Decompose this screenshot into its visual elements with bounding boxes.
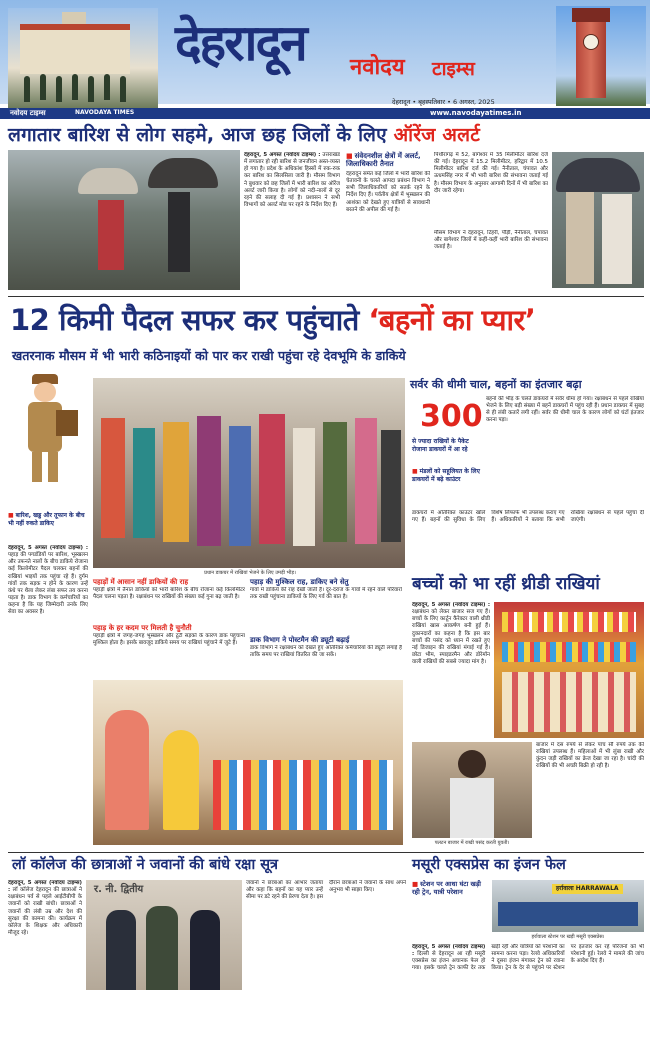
rakhi-subhead: खतरनाक मौसम में भी भारी कठिनाइयों को पार कर राखी पहुंचा रहे देवभूमि के डाकिये — [12, 348, 406, 363]
post-office-photo — [93, 378, 405, 568]
mussoorie-box-head: ■ स्टेशन पर आधा घंटा खड़ी रही ट्रेन, यात्री परेशान — [412, 880, 488, 897]
mussoorie-col-a-text: दिल्ली से देहरादून आ रही मसूरी एक्सप्रेस का इंजन अचानक फेल हो गया। इसके चलते ट्रेन काफी देर तक खड़ी रही और यात्रियों को परेशानी का सामना करना पड़ा। रेलवे अधिकारियों ने दूसरा इंजन मंगाकर ट्रेन को रवाना किया। — [412, 944, 565, 972]
mussoorie-box — [412, 880, 488, 938]
postman-cartoon — [8, 370, 88, 490]
kids-headline: बच्चों को भा रहीं थ्रीडी राखियां — [412, 574, 600, 594]
masthead-dateline: देहरादून • बृहस्पतिवार • 6 अगस्त, 2025 — [392, 98, 495, 106]
rakhi-box4 — [250, 636, 402, 676]
station-board: हर्रावाला HARRAWALA — [552, 884, 623, 894]
kids-dateline: देहरादून, 5 अगस्त (नवोदय टाइम्स) : — [412, 602, 490, 608]
lead-dateline: देहरादून, 5 अगस्त (नवोदय टाइम्स) : — [244, 152, 321, 158]
rakhi-bullet: ■ मंडलों को सहूलियत के लिए डाकघरों में बढ़े काउंटर — [412, 468, 484, 484]
rakhi-box4-body: डाक विभाग ने रक्षाबंधन को देखते हुए अतिरिक्त कर्मचारियों की ड्यूटी लगाई है ताकि समय पर राखियां वितरित की जा सकें। — [250, 644, 402, 658]
kids-col-b: बाजार में दस रुपये से लेकर पांच सौ रुपये तक की राखियां उपलब्ध हैं। महिलाओं में भी लुंबा राखी और कुंदन जड़ी राखियों का क्रेज देखा जा रहा है। चांदी की राखियों की भी अच्छी बिक्री हो रही है। — [536, 742, 644, 770]
cadets — [20, 74, 140, 104]
rakhi-box1 — [93, 578, 245, 622]
divider — [8, 296, 644, 297]
rain-photo-left — [8, 150, 240, 290]
rakhi-dateline: देहरादून, 5 अगस्त (नवोदय टाइम्स) : — [8, 545, 88, 551]
rakhi-box3-head: पहाड़ की मुश्किल राह, डाकिए बने सेतु — [250, 578, 349, 586]
rakhi-shop-photo — [93, 680, 403, 845]
rakhi-box4-head: डाक विभाग ने पोस्टमैन की ड्यूटी बढ़ाई — [250, 636, 350, 644]
lawcollege-col-a-text: लॉ कॉलेज देहरादून की छात्राओं ने रक्षाबंधन पर्व से पहले आईटीबीपी के जवानों को राखी बांधी। छात्राओं ने जवानों की लंबी उम्र और देश की सुरक्षा की कामना की। कार्यक्रम में कॉलेज के शिक्षक और अधिकारी मौजूद रहे। — [8, 887, 82, 936]
lead-col3: पिथौरागढ़ में 52, बागेश्वर में 35 मिलीमीटर बारिश दर्ज की गई। देहरादून में 15.2 मिलीमीटर, हरिद्वार में 10.5 मिलीमीटर बारिश दर्ज की गई। नैनीताल, चंपावत और ऊधमसिंह नगर में भी भारी बारिश की संभावना जताई गई है। मौसम विभाग के अनुसार आगामी दिनों में भी बारिश का दौर जारी रहेगा। — [434, 152, 548, 194]
rakhi-stat-caption: से ज्यादा राखियों के पैकेट रोजाना डाकघरों में आ रहे — [412, 438, 469, 453]
rakhi-col-b: डाकघरों में अतिरिक्त काउंटर खोले गए हैं। बहनों की सुविधा के लिए विशेष लिफाफे भी उपलब्ध कराए गए हैं। अधिकारियों ने बताया कि सभी राखियां रक्षाबंधन से पहले पहुंचा दी जाएंगी। — [412, 510, 644, 524]
lawcollege-headline: लॉ कॉलेज की छात्राओं ने जवानों की बांधे रक्षा सूत्र — [12, 857, 279, 873]
rakhi-box1-body: पहाड़ी क्षेत्रों में तैनात डाकियों को भारी बारिश के बीच रोजाना कई किलोमीटर पैदल चलना पड़ता है। रक्षाबंधन पर राखियों की संख्या कई गुना बढ़ जाती है। — [93, 586, 245, 600]
rakhi-box2-head: पहाड़ के हर कदम पर मिलती है चुनौती — [93, 624, 192, 632]
rakhi-side-head: सर्वर की धीमी चाल, बहनों का इंतजार बढ़ा — [410, 378, 582, 391]
building — [20, 24, 130, 74]
rakhi-headline — [10, 302, 535, 338]
kids-col-a-text: रक्षाबंधन को लेकर बाजार सज गए हैं। बच्चों के लिए कार्टून कैरेक्टर वाली थ्रीडी राखियां खास आकर्षण बनी हुई हैं। दुकानदारों का कहना है कि इस बार बच्चों की पसंद को ध्यान में रखते हुए नई डिजाइन की राखियां मंगाई गई हैं। छोटा भीम, स्पाइडरमैन और डोरेमॉन वाली राखियों की सबसे ज्यादा मांग है। — [412, 609, 490, 665]
masthead-strip — [0, 108, 650, 119]
clock-icon — [583, 34, 599, 50]
mussoorie-col-b: ट्रेन के देर से पहुंचने पर स्टेशन पर इंतजार कर रहे परिजनों को भी परेशानी हुई। रेलवे ने मामले की जांच के आदेश दिए हैं। — [505, 944, 644, 972]
rakhi-col-a-text: पहाड़ की पगडंडियों पर बारिश, भूस्खलन और उफनते नालों के बीच डाकिये रोजाना कई किलोमीटर पैदल चलकर बहनों की राखियां भाइयों तक पहुंचा रहे हैं। दुर्गम गांवों तक सड़क न होने के कारण उन्हें कंधे पर थैला लेकर लंबा सफर तय करना पड़ता है। डाक विभाग के कर्मचारियों का कहना है कि यह जिम्मेदारी उनके लिए सेवा का अवसर है। — [8, 552, 88, 616]
rakhi-col-a — [8, 545, 88, 845]
cartoon-caption: ■ बारिश, खड्ड और तूफान के बीच भी नहीं रुकते डाकिए — [8, 512, 90, 528]
kids-col-a — [412, 602, 490, 738]
photo-sign: र. नी. द्वितीय — [94, 884, 144, 895]
post-office-caption: प्रधान डाकघर में राखियां भेजने के लिए उमड़ी भीड़। — [204, 570, 296, 576]
masthead-city: देहरादून — [175, 13, 306, 72]
girl-photo — [412, 742, 532, 838]
masthead-brand-a: नवोदय — [350, 55, 405, 80]
rakhi-box1-head: पहाड़ों में आसान नहीं डाकियों की राह — [93, 578, 189, 586]
rakhi-box3 — [250, 578, 402, 634]
strip-brand: नवोदय टाइम्स — [10, 109, 46, 117]
lead-headline-a: लगातार बारिश से लोग सहमे, आज छह जिलों के लिए — [8, 124, 387, 146]
clock-tower — [576, 12, 606, 98]
lead-col2: देहरादून समेत कई जिलों में भारी बारिश की चेतावनी के चलते आपदा प्रबंधन विभाग ने सभी जिलाधिकारियों को सतर्क रहने के निर्देश दिए हैं। पर्वतीय क्षेत्रों में भूस्खलन की आशंका को देखते हुए यात्रियों से सावधानी बरतने की अपील की गई है। — [346, 171, 430, 213]
divider — [8, 852, 644, 853]
lead-col2-wrap — [346, 152, 430, 288]
train-photo-caption: हर्रावाला स्टेशन पर खड़ी मसूरी एक्सप्रेस। — [531, 934, 605, 940]
mussoorie-col-a — [412, 944, 644, 1036]
lawcollege-photo — [86, 880, 242, 990]
lead-headline — [8, 124, 644, 148]
rakhi-side-body: बहनों की भीड़ के चलते डाकघरों में सर्वर धीमा हो गया। रक्षाबंधन से पहले राखियां भेजने के लिए बड़ी संख्या में बहनें डाकघरों में पहुंच रही हैं। प्रधान डाकघर में सुबह से ही लंबी कतारें लगी रहीं। सर्वर की धीमी चाल के कारण लोगों को घंटों इंतजार करना पड़ा। — [486, 396, 644, 424]
rain-photo-right — [552, 152, 644, 288]
lawcollege-col-a — [8, 880, 82, 1036]
rakhi-headline-a: 12 किमी पैदल सफर कर पहुंचाते — [10, 303, 359, 337]
mussoorie-headline: मसूरी एक्सप्रेस का इंजन फेल — [412, 857, 566, 873]
website-link[interactable]: www.navodayatimes.in — [430, 109, 522, 117]
clock-tower-top — [572, 8, 610, 22]
rakhi-stat: 300 — [420, 399, 483, 434]
rakhi-box2 — [93, 624, 245, 668]
lawcollege-col-b: जवानों ने छात्राओं का आभार जताया और कहा कि बहनों का यह प्यार उन्हें सीमा पर डटे रहने की प्रेरणा देता है। इस दौरान छात्राओं ने जवानों के साथ अपने अनुभव भी साझा किए। — [246, 880, 406, 901]
rakhi-display-photo — [494, 602, 644, 738]
lead-col4: मौसम विभाग ने देहरादून, टिहरी, पौड़ी, नैनीताल, चंपावत और बागेश्वर जिलों में कहीं-कहीं भारी बारिश की संभावना जताई है। — [434, 230, 548, 251]
girl-photo-caption: पलटन बाजार में राखी पसंद करती युवती। — [434, 840, 510, 846]
rakhi-headline-b: ‘बहनों का प्यार’ — [368, 303, 536, 337]
rakhi-box3-body: गांवों में डाकिये की राह देखी जाती है। दूर-दराज के गांवों में रहने वाले परिवारों तक राखी पहुंचाना डाकियों के लिए गर्व की बात है। — [250, 586, 402, 600]
strip-sub: NAVODAYA TIMES — [75, 109, 135, 116]
mussoorie-dateline: देहरादून, 5 अगस्त (नवोदय टाइम्स) : — [412, 944, 486, 958]
rakhi-box2-body: पहाड़ी क्षेत्रों में जगह-जगह भूस्खलन और टूटी सड़कों के कारण डाक पहुंचाना मुश्किल होता है। इसके बावजूद डाकिये समय पर राखियां पहुंचाने में जुटे हैं। — [93, 632, 245, 646]
train-photo — [492, 880, 644, 932]
lead-headline-b: ऑरेंज अलर्ट — [393, 124, 480, 146]
masthead-brand-b: टाइम्स — [432, 58, 475, 80]
lead-box-head: ■ संवेदनशील क्षेत्रों में अलर्ट, जिलाधिकारी तैनात — [346, 152, 430, 168]
lead-col1 — [244, 152, 340, 288]
lead-col1-text: उत्तराखंड में लगातार हो रही बारिश से जनजीवन अस्त-व्यस्त हो गया है। प्रदेश के अधिकांश हिस्सों में रुक-रुक कर बारिश का सिलसिला जारी है। मौसम विभाग ने बुधवार को छह जिलों में भारी बारिश का ऑरेंज अलर्ट जारी किया है। लोगों को नदी-नालों से दूर रहने की सलाह दी गई है। प्रशासन ने सभी विभागों को अलर्ट मोड पर रहने के निर्देश दिए हैं। — [244, 152, 340, 208]
lawcollege-dateline: देहरादून, 5 अगस्त (नवोदय टाइम्स) : — [8, 880, 82, 894]
